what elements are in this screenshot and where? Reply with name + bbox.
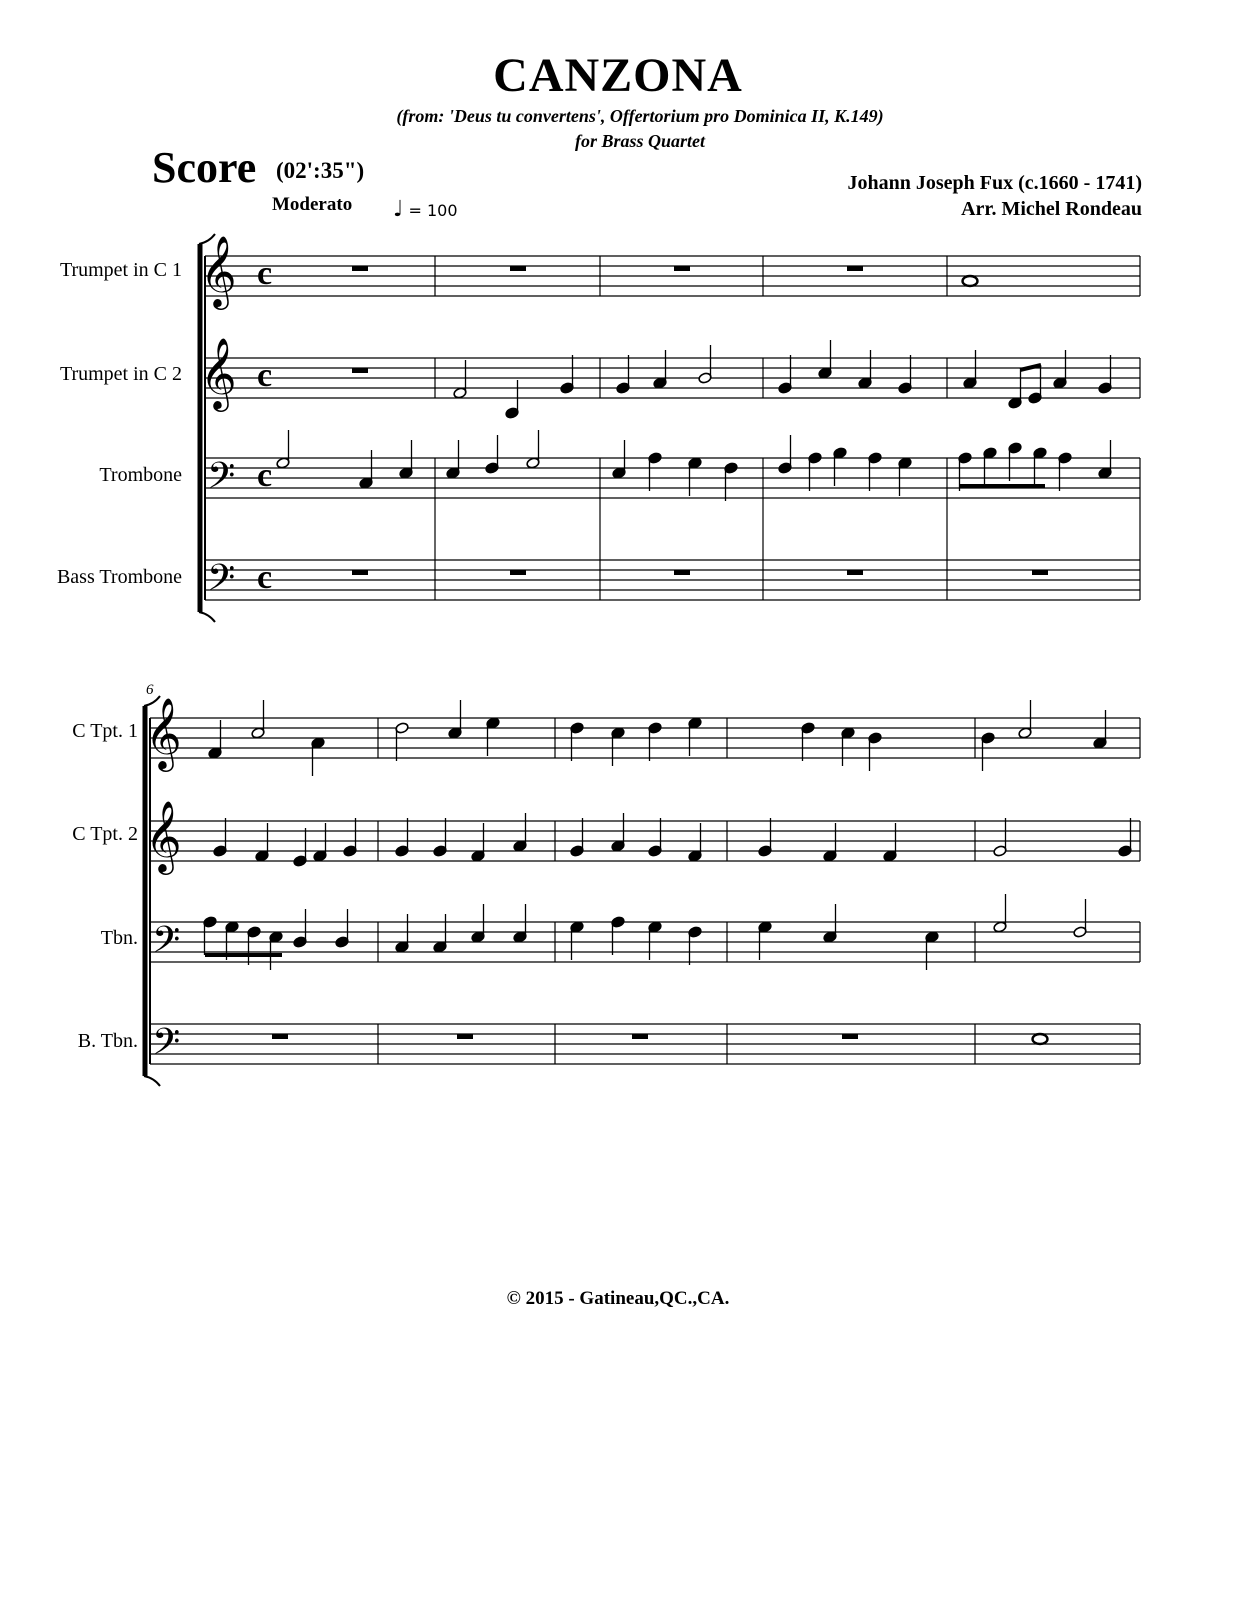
bass-clef-icon: 𝄢	[152, 919, 181, 970]
whole-rest	[510, 570, 526, 575]
beam	[1020, 365, 1041, 370]
common-time-icon: c	[257, 457, 273, 494]
measure-number: 6	[146, 682, 154, 698]
whole-rest	[457, 1034, 473, 1039]
common-time-icon: c	[257, 559, 273, 596]
treble-clef-icon: 𝄞	[200, 336, 237, 409]
instrument-label-trumpet-2-short: C Tpt. 2	[72, 823, 138, 845]
whole-note	[1033, 1034, 1048, 1044]
composer-credit: Johann Joseph Fux (c.1660 - 1741)	[847, 172, 1142, 194]
whole-rest	[352, 266, 368, 271]
treble-clef-icon: 𝄞	[145, 696, 182, 769]
instrument-label-trumpet-2: Trumpet in C 2	[59, 363, 182, 385]
instrument-label-bass-trombone: Bass Trombone	[56, 566, 182, 588]
score-label: Score	[152, 143, 257, 192]
whole-rest	[272, 1034, 288, 1039]
instrument-label-trumpet-1-short: C Tpt. 1	[72, 720, 138, 742]
whole-rest	[842, 1034, 858, 1039]
subtitle-source: (from: 'Deus tu convertens', Offertorium pro Dominica II, K.149)	[396, 106, 884, 126]
instrument-label-trombone: Trombone	[99, 464, 182, 486]
whole-rest	[847, 266, 863, 271]
whole-rest	[847, 570, 863, 575]
metronome-value: = 100	[408, 201, 458, 220]
score-title: CANZONA	[493, 49, 743, 102]
bracket-bottom	[199, 612, 215, 622]
arranger-credit: Arr. Michel Rondeau	[961, 198, 1142, 220]
whole-rest	[1032, 570, 1048, 575]
instrument-label-trumpet-1: Trumpet in C 1	[59, 259, 182, 281]
whole-rest	[352, 368, 368, 373]
subtitle-instrumentation: for Brass Quartet	[574, 131, 706, 151]
quarter-note-icon: ♩	[393, 197, 404, 222]
whole-note	[963, 276, 978, 286]
bass-clef-icon: 𝄢	[207, 557, 236, 608]
duration-label: (02':35")	[276, 158, 365, 183]
instrument-label-bass-trombone-short: B. Tbn.	[77, 1030, 138, 1052]
treble-clef-icon: 𝄞	[200, 234, 237, 307]
whole-rest	[632, 1034, 648, 1039]
whole-rest	[674, 266, 690, 271]
instrument-label-trombone-short: Tbn.	[100, 927, 138, 949]
copyright-notice: © 2015 - Gatineau,QC.,CA.	[506, 1288, 730, 1309]
tempo-marking: Moderato	[272, 194, 353, 215]
common-time-icon: c	[257, 357, 273, 394]
common-time-icon: c	[257, 255, 273, 292]
bass-clef-icon: 𝄢	[207, 455, 236, 506]
whole-rest	[674, 570, 690, 575]
whole-rest	[510, 266, 526, 271]
bass-clef-icon: 𝄢	[152, 1021, 181, 1072]
whole-rest	[352, 570, 368, 575]
treble-clef-icon: 𝄞	[145, 799, 182, 872]
bracket-bottom	[144, 1076, 160, 1086]
